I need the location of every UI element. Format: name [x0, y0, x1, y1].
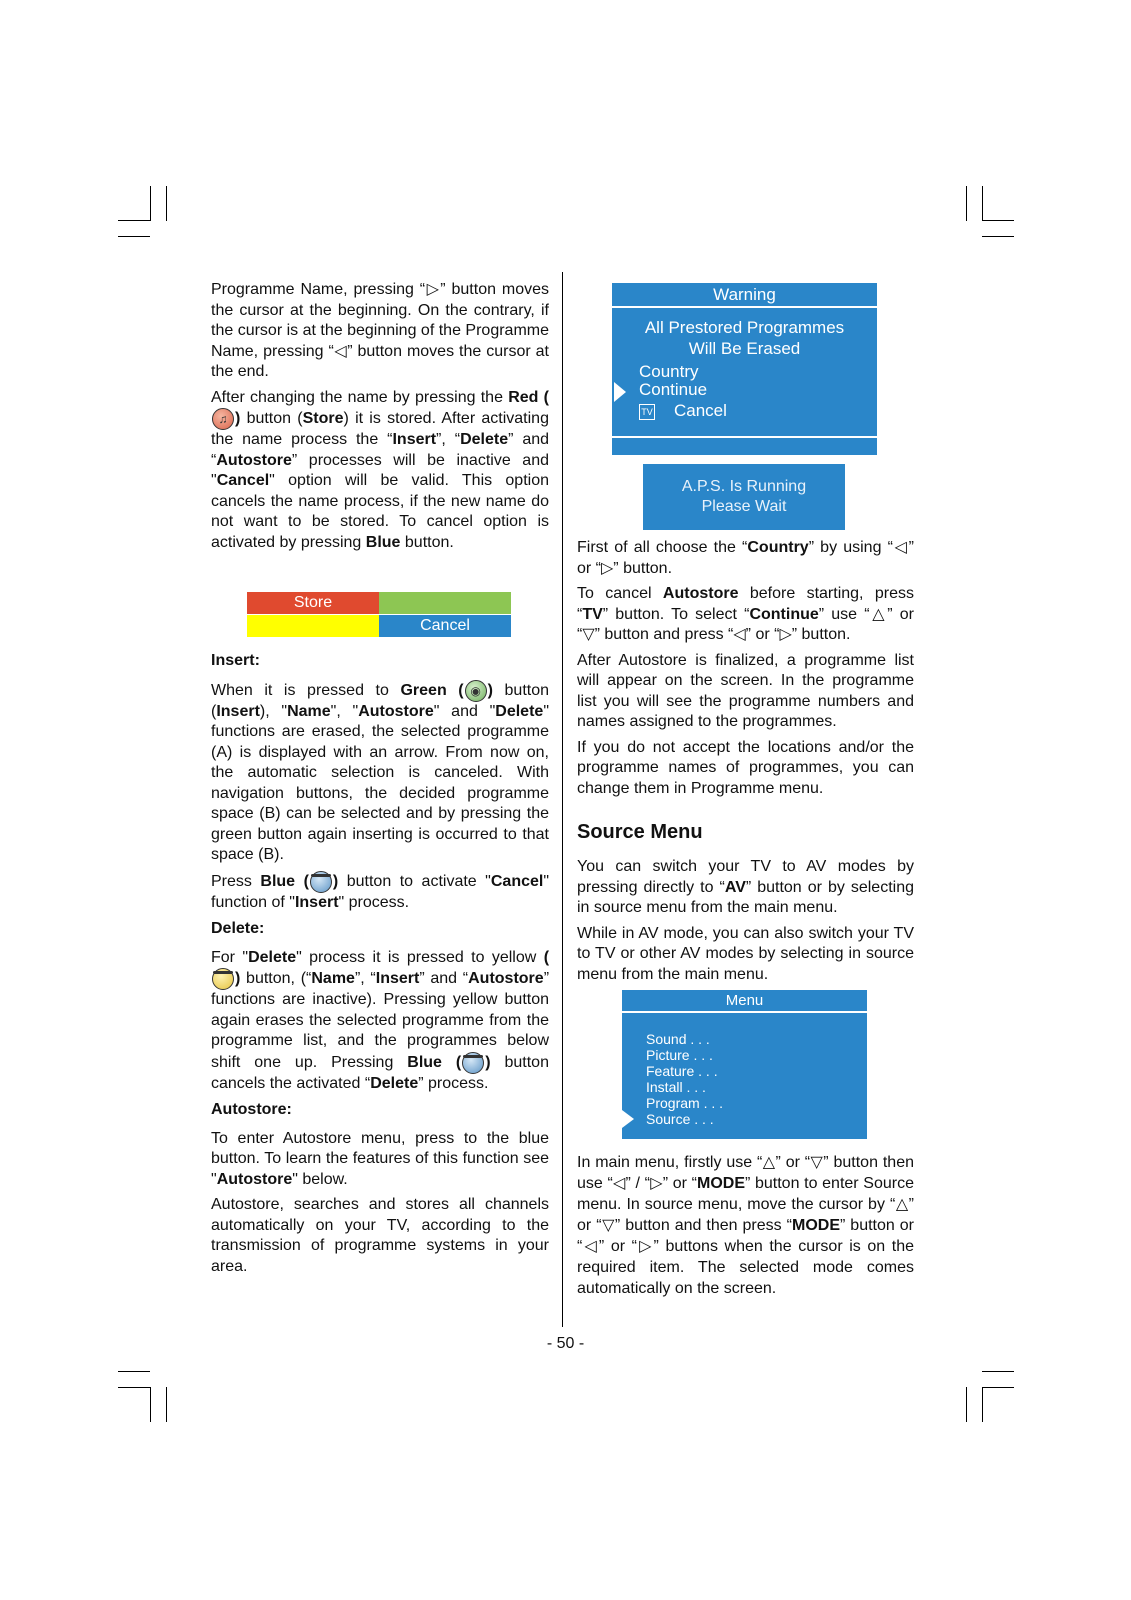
cursor-arrow-icon	[622, 1110, 634, 1128]
insert-label: Insert:	[211, 652, 260, 669]
store-key: Store	[247, 592, 379, 614]
warning-menu	[612, 283, 877, 455]
cancel-key: Cancel	[379, 615, 511, 637]
warning-title: Warning	[612, 283, 877, 308]
paragraph-programme-list: After Autostore is finalized, a programme list will appear on the screen. In the programme list you will see the programme numbers and names assigned to the programmes.	[577, 651, 914, 730]
warning-line-1: All Prestored Programmes	[644, 318, 845, 337]
warning-divider	[612, 436, 877, 438]
menu-item-install[interactable]: Install . . .	[646, 1079, 706, 1095]
paragraph-country: First of all choose the “Country” by using “◁” or “▷” button.	[577, 539, 915, 577]
green-key	[379, 592, 511, 614]
right-column-source	[577, 857, 914, 990]
page-number: - 50 -	[546, 1335, 585, 1352]
paragraph-autostore-enter: To enter Autostore menu, press to the blue button. To learn the features of this function see "Autostore" below.	[211, 1129, 549, 1188]
right-column	[577, 538, 914, 804]
paragraph-change-names: If you do not accept the locations and/or the programme names of programmes, you can change them in Programme menu.	[577, 738, 914, 797]
continue-item[interactable]: Continue	[639, 380, 708, 399]
delete-label: Delete:	[211, 920, 265, 937]
country-item[interactable]: Country	[639, 362, 699, 381]
right-column-bottom	[577, 1152, 914, 1304]
paragraph-av-modes: You can switch your TV to AV modes by pressing directly to “AV” button or by selecting in source menu from the main menu.	[577, 858, 914, 916]
blue-button-icon	[462, 1052, 484, 1074]
paragraph-av-switch: While in AV mode, you can also switch your TV to TV or other AV modes by selecting in source menu from the main menu.	[577, 924, 914, 983]
menu-title: Menu	[622, 990, 867, 1013]
cursor-arrow-icon	[614, 382, 626, 402]
menu-item-picture[interactable]: Picture . . .	[646, 1047, 713, 1063]
menu-item-feature[interactable]: Feature . . .	[646, 1063, 718, 1079]
red-button-icon: ♫	[212, 408, 234, 430]
paragraph-delete: For "Delete" process it is pressed to yellow ( ) button, (“Name”, “Insert” and “Autostore” functions are inactive). Pressing yellow button again erases the selected programme from the programme list, and the programmes below shift one up. Pressing Blue ( ) button cancels the activated “Delete” process.	[211, 948, 550, 1092]
paragraph-cancel-autostore: To cancel Autostore before starting, press “TV” button. To select “Continue” use “△” or “▽” button and press “◁” or “▷” button.	[577, 585, 914, 643]
aps-line-1: A.P.S. Is Running	[681, 478, 807, 495]
blue-button-icon	[310, 871, 332, 893]
cancel-item[interactable]: Cancel	[674, 401, 727, 420]
aps-running-box	[643, 464, 845, 530]
left-column	[211, 280, 549, 558]
autostore-label: Autostore:	[211, 1101, 292, 1118]
paragraph-source-nav: In main menu, firstly use “△” or “▽” button then use “◁” / “▷” or “MODE” button to enter Source menu. In source menu, move the cursor by “△” or “▽” button and then press “MODE” button or “◁” or “▷” buttons when the cursor is on the required item. The selected mode comes automatically on the screen.	[577, 1154, 914, 1297]
left-column-lower	[211, 645, 549, 1282]
paragraph-autostore-desc: Autostore, searches and stores all channels automatically on your TV, according to the transmission of programme systems in your area.	[211, 1196, 549, 1275]
menu-item-sound[interactable]: Sound . . .	[646, 1031, 710, 1047]
paragraph-press-blue: Press Blue ( ) button to activate "Cancel" function of "Insert" process.	[211, 871, 549, 914]
paragraph-insert: When it is pressed to Green ( ◉ ) button (Insert), "Name", "Autostore" and "Delete" functions are erased, the selected programme (A) is displayed with an arrow. From now on, the automatic selection is canceled. With navigation buttons, the decided programme space (B) can be selected and by pressing the green button again inserting is occurred to that space (B).	[211, 680, 549, 866]
yellow-button-icon	[212, 968, 234, 990]
paragraph-store: After changing the name by pressing the Red ( ♫ ) button (Store) it is stored. After activating the name process the “Insert”, “Delete” and “Autostore” processes will be inactive and "Cancel" option will be valid. This option cancels the name process, if the new name do not want to be stored. To cancel option is activated by pressing Blue button.	[211, 388, 550, 551]
column-divider	[562, 272, 563, 1327]
tv-icon: TV	[639, 404, 655, 420]
source-menu-heading: Source Menu	[577, 821, 703, 843]
menu-item-program[interactable]: Program . . .	[646, 1095, 724, 1111]
main-menu	[622, 990, 867, 1139]
yellow-key	[247, 615, 379, 637]
color-key-grid	[247, 592, 511, 637]
green-button-icon: ◉	[465, 680, 487, 702]
paragraph-cursor-move: Programme Name, pressing “▷” button moves the cursor at the beginning. On the contrary, if the cursor is at the beginning of the Programme Name, pressing “◁” button moves the cursor at the end.	[211, 281, 549, 380]
aps-line-2: Please Wait	[701, 498, 787, 515]
warning-line-2: Will Be Erased	[688, 339, 801, 358]
menu-item-source[interactable]: Source . . .	[646, 1111, 714, 1127]
